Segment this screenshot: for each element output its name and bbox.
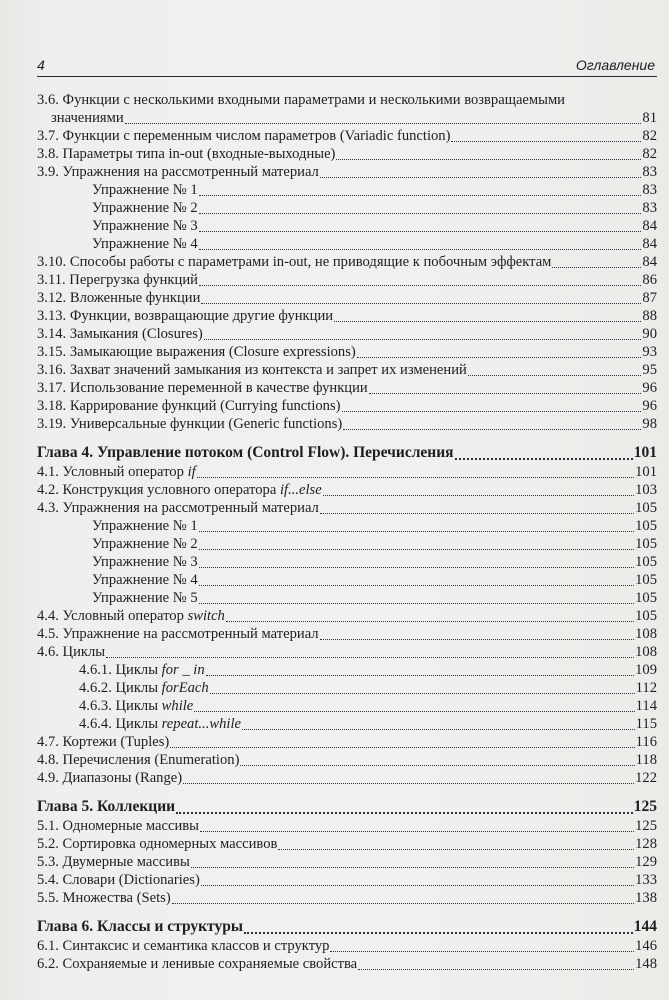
toc-entry-keyword: for _ in bbox=[161, 662, 205, 678]
toc-entry-title bbox=[37, 145, 335, 163]
toc-entry-title bbox=[92, 181, 198, 199]
dot-leader bbox=[468, 365, 642, 376]
toc-entry-title bbox=[37, 817, 199, 835]
toc-page-number: 105 bbox=[635, 590, 657, 606]
dot-leader bbox=[199, 593, 634, 604]
toc-page-number: 96 bbox=[642, 380, 657, 396]
toc-page-number: 146 bbox=[635, 938, 657, 954]
toc-page-number: 105 bbox=[635, 500, 657, 516]
dot-leader bbox=[206, 665, 634, 676]
toc-entry-title bbox=[37, 415, 342, 433]
toc-page-number: 112 bbox=[635, 680, 657, 696]
dot-leader bbox=[199, 203, 642, 214]
toc-entry-text: 4.2. Конструкция условного оператора bbox=[37, 482, 280, 498]
toc-page-number: 105 bbox=[635, 572, 657, 588]
toc-page-number: 84 bbox=[642, 254, 657, 270]
toc-entry-text: 3.18. Каррирование функций (Currying functions) bbox=[37, 398, 341, 414]
toc-subsection-entry[interactable] bbox=[37, 715, 657, 733]
dot-leader bbox=[369, 383, 642, 394]
toc-subsection-entry[interactable] bbox=[37, 697, 657, 715]
toc-entry-text: Упражнение № 1 bbox=[92, 518, 198, 534]
toc-page-number: 81 bbox=[642, 110, 657, 126]
toc-entry-title bbox=[37, 271, 198, 289]
toc-page-number: 83 bbox=[642, 182, 657, 198]
toc-exercise-entry[interactable] bbox=[37, 181, 657, 199]
toc-page-number: 93 bbox=[642, 344, 657, 360]
dot-leader bbox=[244, 922, 633, 934]
dot-leader bbox=[199, 185, 642, 196]
toc-chapter-heading[interactable] bbox=[37, 797, 657, 817]
toc-entry-text: Упражнение № 3 bbox=[92, 554, 198, 570]
dot-leader bbox=[357, 347, 642, 358]
toc-entry-text: 3.14. Замыкания (Closures) bbox=[37, 326, 203, 342]
dot-leader bbox=[334, 311, 641, 322]
dot-leader bbox=[125, 113, 642, 124]
toc-entry[interactable] bbox=[37, 817, 657, 835]
running-header bbox=[37, 55, 657, 77]
toc-entry-text: 4.6.1. Циклы bbox=[79, 662, 162, 678]
dot-leader bbox=[191, 857, 634, 868]
toc-entry[interactable] bbox=[37, 127, 657, 145]
toc-entry-text: 4.9. Диапазоны (Range) bbox=[37, 770, 183, 786]
toc-entry-text: 3.17. Использование переменной в качестве функции bbox=[37, 380, 368, 396]
toc-entry-continuation bbox=[37, 109, 657, 127]
dot-leader bbox=[451, 131, 641, 142]
toc-entry-text: 5.2. Сортировка одномерных массивов bbox=[37, 836, 278, 852]
toc-page-number: 105 bbox=[635, 536, 657, 552]
toc-entry-text: 3.10. Способы работы с параметрами in-out, не приводящие к побочным эффектам bbox=[37, 254, 552, 270]
dot-leader bbox=[201, 293, 641, 304]
toc-entry-title bbox=[37, 127, 450, 145]
toc-entry[interactable] bbox=[37, 343, 657, 361]
dot-leader bbox=[200, 821, 634, 832]
toc-page-number: 103 bbox=[635, 482, 657, 498]
toc-entry-title bbox=[37, 163, 319, 181]
toc-entry-text: 3.13. Функции, возвращающие другие функции bbox=[37, 308, 334, 324]
toc-entry-title bbox=[37, 499, 319, 517]
toc-page-number: 128 bbox=[635, 836, 657, 852]
toc-page-number: 125 bbox=[633, 798, 657, 815]
toc-entry[interactable] bbox=[37, 145, 657, 163]
toc-entry[interactable] bbox=[37, 481, 657, 499]
toc-entry-text: 3.11. Перегрузка функций bbox=[37, 272, 198, 288]
page-number: 4 bbox=[37, 57, 45, 73]
toc-page-number: 82 bbox=[642, 146, 657, 162]
dot-leader bbox=[183, 773, 634, 784]
toc-entry-title bbox=[37, 379, 368, 397]
dot-leader bbox=[199, 557, 634, 568]
toc-entry-text: Упражнение № 1 bbox=[92, 182, 198, 198]
toc-page-number: 144 bbox=[633, 918, 657, 935]
toc-entry[interactable] bbox=[37, 289, 657, 307]
toc-entry-text: Упражнение № 3 bbox=[92, 218, 198, 234]
toc-entry-title bbox=[92, 235, 198, 253]
toc-entry-text: Глава 6. Классы и структуры bbox=[37, 918, 243, 935]
toc-page-number: 96 bbox=[642, 398, 657, 414]
dot-leader bbox=[342, 401, 642, 412]
toc-entry[interactable] bbox=[37, 361, 657, 379]
toc-entry-title bbox=[37, 361, 467, 379]
toc-page-number: 84 bbox=[642, 218, 657, 234]
toc-entry-title-cont: значениями bbox=[51, 110, 124, 126]
dot-leader bbox=[455, 448, 633, 460]
toc-entry-text: 5.5. Множества (Sets) bbox=[37, 890, 171, 906]
toc-entry[interactable] bbox=[37, 463, 657, 481]
toc-page-number: 98 bbox=[642, 416, 657, 432]
toc-page-number: 90 bbox=[642, 326, 657, 342]
toc-entry-text: 4.4. Условный оператор bbox=[37, 608, 188, 624]
toc-entry[interactable] bbox=[37, 415, 657, 433]
toc-page-number: 105 bbox=[635, 554, 657, 570]
dot-leader bbox=[320, 629, 635, 640]
dot-leader bbox=[204, 329, 642, 340]
toc-entry-text: 5.3. Двумерные массивы bbox=[37, 854, 190, 870]
toc-entry-text: 6.2. Сохраняемые и ленивые сохраняемые свойства bbox=[37, 956, 358, 972]
toc-page-number: 116 bbox=[635, 734, 657, 750]
toc-page-number: 101 bbox=[635, 464, 657, 480]
toc-entry-text: Глава 5. Коллекции bbox=[37, 798, 176, 815]
toc-entry[interactable] bbox=[37, 163, 657, 181]
toc-entry-title bbox=[37, 625, 319, 643]
toc-entry-title bbox=[37, 889, 171, 907]
toc-page-number: 109 bbox=[635, 662, 657, 678]
toc-entry-title bbox=[79, 679, 209, 697]
toc-exercise-entry[interactable] bbox=[37, 517, 657, 535]
toc-entry-keyword: repeat...while bbox=[161, 716, 241, 732]
dot-leader bbox=[320, 167, 642, 178]
toc-page-number: 84 bbox=[642, 236, 657, 252]
toc-entry-text: Упражнение № 5 bbox=[92, 590, 198, 606]
toc-entry-title bbox=[37, 253, 551, 271]
dot-leader bbox=[320, 503, 634, 514]
toc-entry-title bbox=[37, 937, 329, 955]
toc-entry-text: 5.4. Словари (Dictionaries) bbox=[37, 872, 200, 888]
toc-entry-text: 4.6.3. Циклы bbox=[79, 698, 162, 714]
toc-entry-title: 3.6. Функции с несколькими входными параметрами и несколькими возвращаемыми bbox=[37, 92, 565, 108]
toc-entry-text: Упражнение № 2 bbox=[92, 200, 198, 216]
toc-page-number: 108 bbox=[635, 644, 657, 660]
toc-entry-title bbox=[92, 589, 198, 607]
toc-entry[interactable] bbox=[37, 835, 657, 853]
toc-entry[interactable] bbox=[37, 955, 657, 973]
toc-entry-title bbox=[37, 733, 169, 751]
dot-leader bbox=[170, 737, 634, 748]
toc-entry[interactable] bbox=[37, 853, 657, 871]
toc-entry-title bbox=[37, 917, 243, 937]
toc-page-number: 95 bbox=[642, 362, 657, 378]
toc-page-number: 83 bbox=[642, 164, 657, 180]
toc-subsection-entry[interactable] bbox=[37, 661, 657, 679]
toc-entry-title bbox=[92, 217, 198, 235]
toc-entry-title bbox=[92, 571, 198, 589]
header-rule bbox=[37, 76, 657, 77]
toc-entry-text: 3.16. Захват значений замыкания из контекста и запрет их изменений bbox=[37, 362, 467, 378]
toc-page-number: 86 bbox=[642, 272, 657, 288]
toc-page-number: 115 bbox=[635, 716, 657, 732]
toc-entry-text: Глава 4. Управление потоком (Control Flow). Перечисления bbox=[37, 444, 454, 461]
toc-entry-text: 4.6.2. Циклы bbox=[79, 680, 162, 696]
toc-page-number: 101 bbox=[633, 444, 657, 461]
toc-entry-title bbox=[37, 463, 196, 481]
toc-entry-title bbox=[79, 661, 205, 679]
dot-leader bbox=[552, 257, 641, 268]
toc-entry[interactable] bbox=[37, 871, 657, 889]
toc-entry-title bbox=[37, 307, 333, 325]
toc-entry[interactable] bbox=[37, 751, 657, 769]
toc-entry-title bbox=[37, 325, 203, 343]
toc-entry[interactable] bbox=[37, 397, 657, 415]
toc-entry-keyword: if...else bbox=[279, 482, 322, 498]
toc-entry-keyword: forEach bbox=[161, 680, 209, 696]
toc-exercise-entry[interactable] bbox=[37, 199, 657, 217]
toc-entry-text: 3.8. Параметры типа in-out (входные-выходные) bbox=[37, 146, 336, 162]
dot-leader bbox=[240, 755, 634, 766]
dot-leader bbox=[199, 539, 634, 550]
dot-leader bbox=[336, 149, 641, 160]
toc-entry-title bbox=[79, 697, 193, 715]
toc-entry-text: Упражнение № 4 bbox=[92, 236, 198, 252]
table-of-contents bbox=[37, 91, 657, 973]
toc-entry-text: Упражнение № 2 bbox=[92, 536, 198, 552]
toc-chapter-heading[interactable] bbox=[37, 443, 657, 463]
toc-entry[interactable] bbox=[37, 889, 657, 907]
toc-entry[interactable] bbox=[37, 91, 657, 127]
dot-leader bbox=[172, 893, 634, 904]
dot-leader bbox=[106, 647, 634, 658]
toc-entry[interactable] bbox=[37, 379, 657, 397]
toc-entry-title bbox=[92, 553, 198, 571]
toc-entry-text: 4.7. Кортежи (Tuples) bbox=[37, 734, 170, 750]
toc-page-number: 105 bbox=[635, 608, 657, 624]
toc-entry-text: 4.5. Упражнение на рассмотренный материал bbox=[37, 626, 319, 642]
toc-entry-text: 4.6.4. Циклы bbox=[79, 716, 162, 732]
toc-exercise-entry[interactable] bbox=[37, 589, 657, 607]
toc-entry-text: 5.1. Одномерные массивы bbox=[37, 818, 199, 834]
toc-entry-keyword: if bbox=[187, 464, 196, 480]
toc-exercise-entry[interactable] bbox=[37, 553, 657, 571]
dot-leader bbox=[201, 875, 634, 886]
toc-entry-keyword: switch bbox=[187, 608, 225, 624]
toc-page-number: 88 bbox=[642, 308, 657, 324]
dot-leader bbox=[343, 419, 641, 430]
toc-exercise-entry[interactable] bbox=[37, 235, 657, 253]
toc-page-number: 125 bbox=[635, 818, 657, 834]
toc-page-number: 133 bbox=[635, 872, 657, 888]
toc-entry-title bbox=[37, 797, 175, 817]
toc-page-number: 138 bbox=[635, 890, 657, 906]
toc-entry-text: Упражнение № 4 bbox=[92, 572, 198, 588]
toc-page-number: 122 bbox=[635, 770, 657, 786]
toc-entry-title bbox=[37, 769, 182, 787]
toc-entry-title bbox=[37, 343, 356, 361]
toc-page-number: 108 bbox=[635, 626, 657, 642]
dot-leader bbox=[199, 521, 634, 532]
dot-leader bbox=[210, 683, 635, 694]
toc-entry-text: 4.6. Циклы bbox=[37, 644, 106, 660]
dot-leader bbox=[323, 485, 634, 496]
toc-exercise-entry[interactable] bbox=[37, 535, 657, 553]
dot-leader bbox=[358, 959, 634, 970]
toc-entry-text: 3.12. Вложенные функции bbox=[37, 290, 201, 306]
dot-leader bbox=[226, 611, 634, 622]
toc-page-number: 82 bbox=[642, 128, 657, 144]
toc-entry[interactable] bbox=[37, 307, 657, 325]
toc-entry-text: 3.19. Универсальные функции (Generic functions) bbox=[37, 416, 343, 432]
toc-page-number: 83 bbox=[642, 200, 657, 216]
toc-exercise-entry[interactable] bbox=[37, 217, 657, 235]
toc-entry-title bbox=[92, 535, 198, 553]
toc-entry[interactable] bbox=[37, 643, 657, 661]
dot-leader bbox=[197, 467, 634, 478]
toc-entry-title bbox=[79, 715, 241, 733]
toc-entry-text: 4.8. Перечисления (Enumeration) bbox=[37, 752, 240, 768]
toc-entry-text: 4.3. Упражнения на рассмотренный материал bbox=[37, 500, 319, 516]
toc-entry-title bbox=[37, 835, 277, 853]
toc-entry-text: 4.1. Условный оператор bbox=[37, 464, 188, 480]
toc-entry-text: 6.1. Синтаксис и семантика классов и структур bbox=[37, 938, 330, 954]
toc-entry-title bbox=[37, 481, 322, 499]
running-title: Оглавление bbox=[575, 57, 655, 73]
toc-page-number: 129 bbox=[635, 854, 657, 870]
toc-entry[interactable] bbox=[37, 769, 657, 787]
dot-leader bbox=[199, 221, 642, 232]
dot-leader bbox=[176, 802, 633, 814]
toc-page-number: 87 bbox=[642, 290, 657, 306]
toc-entry[interactable] bbox=[37, 325, 657, 343]
toc-entry-title bbox=[37, 397, 341, 415]
dot-leader bbox=[199, 239, 642, 250]
toc-entry-title bbox=[37, 853, 190, 871]
toc-entry-text: 3.9. Упражнения на рассмотренный материал bbox=[37, 164, 319, 180]
toc-entry[interactable] bbox=[37, 271, 657, 289]
toc-entry-title bbox=[37, 955, 357, 973]
dot-leader bbox=[199, 275, 641, 286]
toc-entry-title bbox=[37, 443, 454, 463]
toc-entry[interactable] bbox=[37, 499, 657, 517]
toc-page-number: 118 bbox=[635, 752, 657, 768]
toc-entry[interactable] bbox=[37, 937, 657, 955]
toc-entry-text: 3.7. Функции с переменным числом параметров (Variadic function) bbox=[37, 128, 451, 144]
toc-chapter-heading[interactable] bbox=[37, 917, 657, 937]
dot-leader bbox=[199, 575, 634, 586]
toc-page-number: 148 bbox=[635, 956, 657, 972]
toc-entry[interactable] bbox=[37, 607, 657, 625]
toc-entry[interactable] bbox=[37, 625, 657, 643]
toc-entry-title bbox=[37, 751, 239, 769]
toc-entry-title bbox=[37, 289, 200, 307]
toc-entry-keyword: while bbox=[161, 698, 194, 714]
dot-leader bbox=[194, 701, 634, 712]
toc-entry-title bbox=[37, 607, 225, 625]
toc-entry-title bbox=[37, 871, 200, 889]
toc-entry[interactable] bbox=[37, 733, 657, 751]
toc-entry-text: 3.15. Замыкающие выражения (Closure expressions) bbox=[37, 344, 356, 360]
toc-entry-title bbox=[92, 517, 198, 535]
toc-page-number: 114 bbox=[635, 698, 657, 714]
toc-exercise-entry[interactable] bbox=[37, 571, 657, 589]
toc-entry[interactable] bbox=[37, 253, 657, 271]
dot-leader bbox=[242, 719, 635, 730]
toc-entry-title bbox=[92, 199, 198, 217]
toc-subsection-entry[interactable] bbox=[37, 679, 657, 697]
toc-page-number: 105 bbox=[635, 518, 657, 534]
dot-leader bbox=[330, 941, 634, 952]
toc-entry-title bbox=[37, 643, 105, 661]
dot-leader bbox=[278, 839, 634, 850]
